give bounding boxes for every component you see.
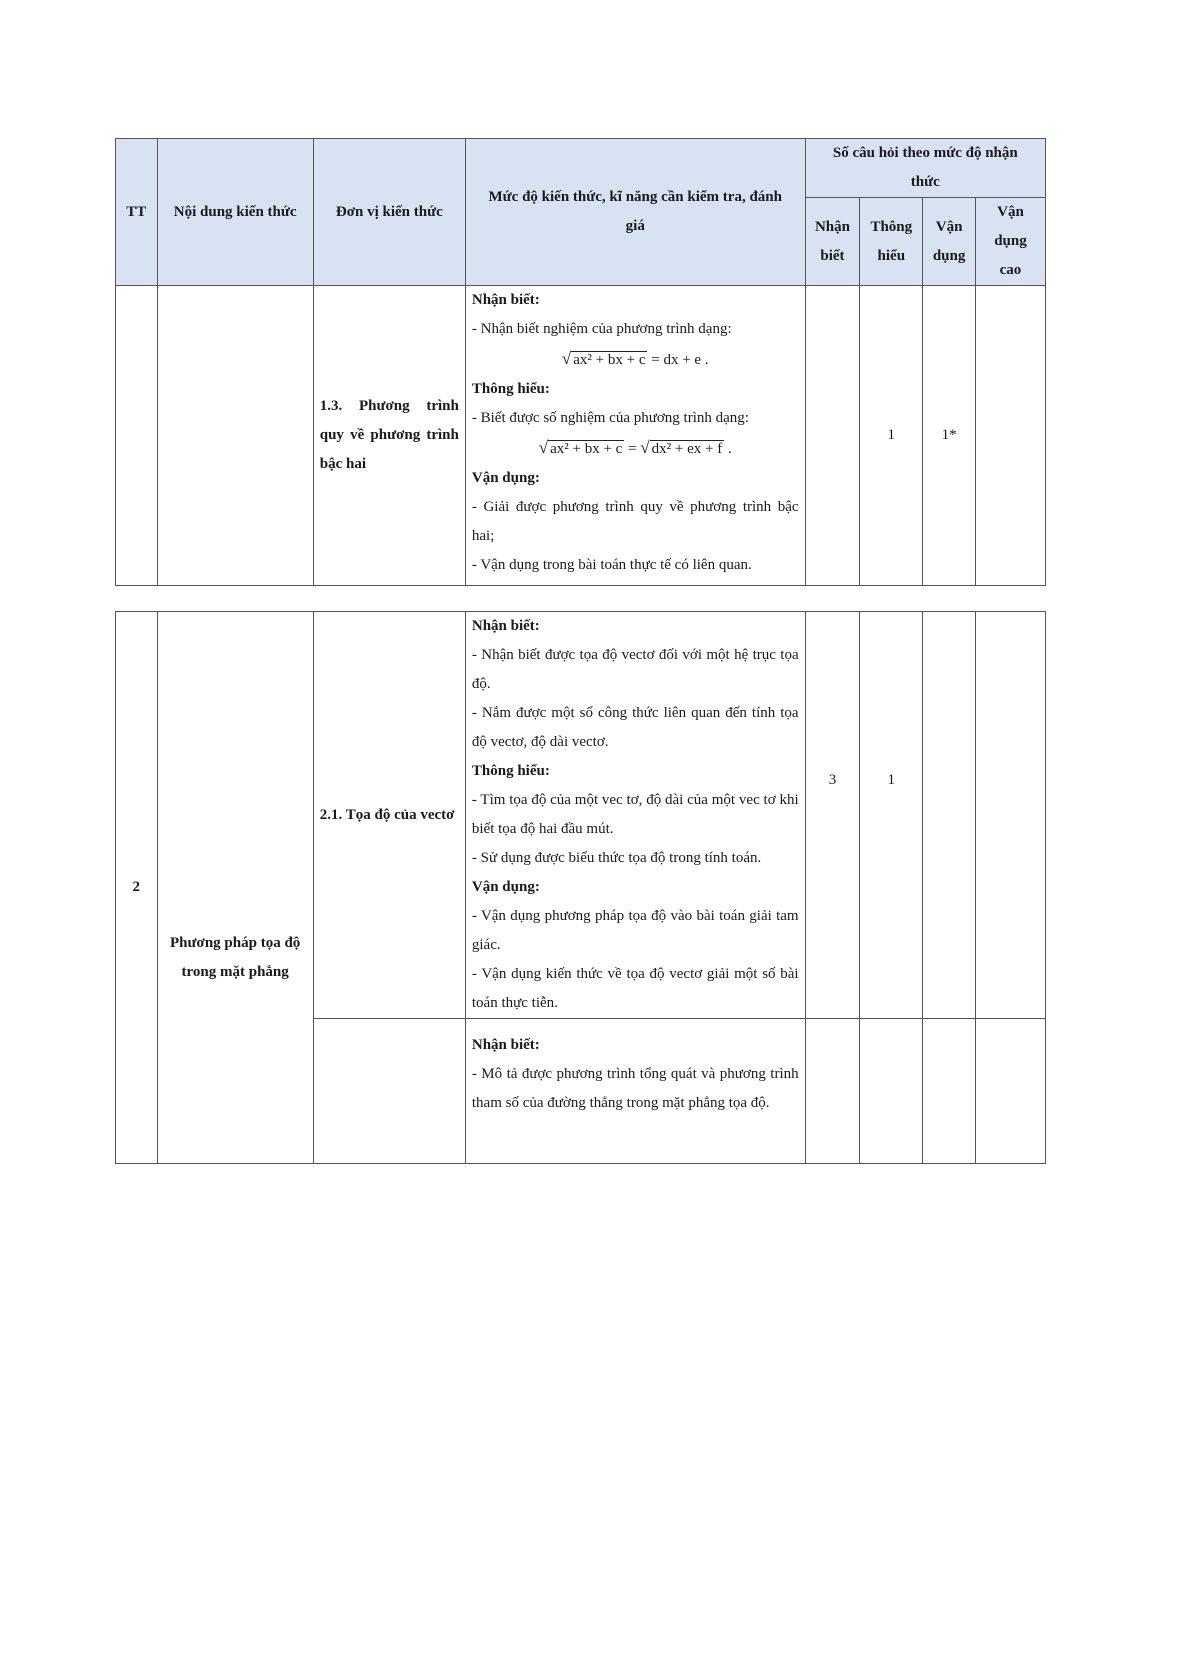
row1-th-1: - Biết được số nghiệm của phương trình dạng: (471, 410, 749, 426)
knowledge-table-part2 (115, 611, 1046, 1164)
row1-nb-formula-inner: ax² + bx + c (573, 352, 646, 368)
row2-van-dung-cao (975, 612, 1045, 1019)
row1-tt (116, 286, 158, 586)
row3-unit (313, 1019, 465, 1164)
header-noi-dung: Nội dung kiến thức (157, 139, 313, 286)
header-tt: TT (116, 139, 158, 286)
row1-nb-title: Nhận biết: (471, 292, 540, 308)
row2-nb-title: Nhận biết: (471, 618, 540, 634)
knowledge-table-part1 (115, 138, 1046, 586)
row1-nb-1: - Nhận biết nghiệm của phương trình dạng: (471, 321, 732, 337)
row2-vd-2: - Vận dụng kiến thức về tọa độ vectơ giải một số bài toán thực tiễn. (471, 966, 799, 1011)
row2-content: Phương pháp tọa độ trong mặt phẳng (157, 612, 313, 1164)
row3-van-dung (923, 1019, 976, 1164)
row2-tt: 2 (116, 612, 158, 1164)
row1-th-formula: √ ax² + bx + c = √ dx² + ex + f . (538, 438, 732, 457)
row1-vd-2: - Vận dụng trong bài toán thực tế có liên quan. (471, 557, 752, 573)
header-van-dung: Vận dụng (923, 198, 976, 286)
row1-nhan-biet (805, 286, 860, 586)
row1-th-title: Thông hiểu: (471, 381, 550, 397)
row2-vd-title: Vận dụng: (471, 879, 540, 895)
row1-thong-hieu: 1 (860, 286, 923, 586)
header-van-dung-cao: Vận dụng cao (975, 198, 1045, 286)
row1-van-dung: 1* (923, 286, 976, 586)
row2-nhan-biet: 3 (805, 612, 860, 1019)
row2-nb-1: - Nhận biết được tọa độ vectơ đối với một hệ trục tọa độ. (471, 647, 799, 692)
header-nhan-biet: Nhận biết (805, 198, 860, 286)
row1-unit: 1.3. Phương trình quy về phương trình bậc hai (313, 286, 465, 586)
row3-nhan-biet (805, 1019, 860, 1164)
row1-nb-formula-rhs: = dx + e . (647, 352, 709, 368)
row2-thong-hieu: 1 (860, 612, 923, 1019)
row2-nb-2: - Nắm được một số công thức liên quan đến tính tọa độ vectơ, độ dài vectơ. (471, 705, 799, 750)
row2-th-1: - Tìm tọa độ của một vec tơ, độ dài của một vec tơ khi biết tọa độ hai đầu mút. (471, 792, 799, 837)
header-thong-hieu: Thông hiểu (860, 198, 923, 286)
row1-th-formula-rhs: dx² + ex + f (651, 441, 723, 457)
row2-description (465, 612, 805, 1019)
row3-nb-1: - Mô tả được phương trình tổng quát và phương trình tham số của đường thẳng trong mặt phẳng tọa độ. (471, 1066, 799, 1111)
row1-van-dung-cao (975, 286, 1045, 586)
row3-description (465, 1019, 805, 1164)
row1-th-formula-end: . (724, 441, 732, 457)
row3-nb-title: Nhận biết: (471, 1037, 540, 1053)
header-so-cau: Số câu hỏi theo mức độ nhận thức (805, 139, 1045, 198)
row3-van-dung-cao (975, 1019, 1045, 1164)
row1-vd-1: - Giải được phương trình quy về phương trình bậc hai; (471, 499, 799, 544)
row2-th-2: - Sử dụng được biểu thức tọa độ trong tính toán. (471, 850, 762, 866)
row1-content (157, 286, 313, 586)
header-muc-do: Mức độ kiến thức, kĩ năng cần kiểm tra, đánh giá (465, 139, 805, 286)
row2-unit: 2.1. Tọa độ của vectơ (313, 612, 465, 1019)
row2-van-dung (923, 612, 976, 1019)
row1-description (465, 286, 805, 586)
row3-thong-hieu (860, 1019, 923, 1164)
row1-nb-formula: √ ax² + bx + c = dx + e . (561, 349, 709, 368)
header-don-vi: Đơn vị kiến thức (313, 139, 465, 286)
row1-vd-title: Vận dụng: (471, 470, 540, 486)
row1-th-formula-lhs: ax² + bx + c (550, 441, 623, 457)
row2-vd-1: - Vận dụng phương pháp tọa độ vào bài toán giải tam giác. (471, 908, 799, 953)
row2-th-title: Thông hiểu: (471, 763, 550, 779)
